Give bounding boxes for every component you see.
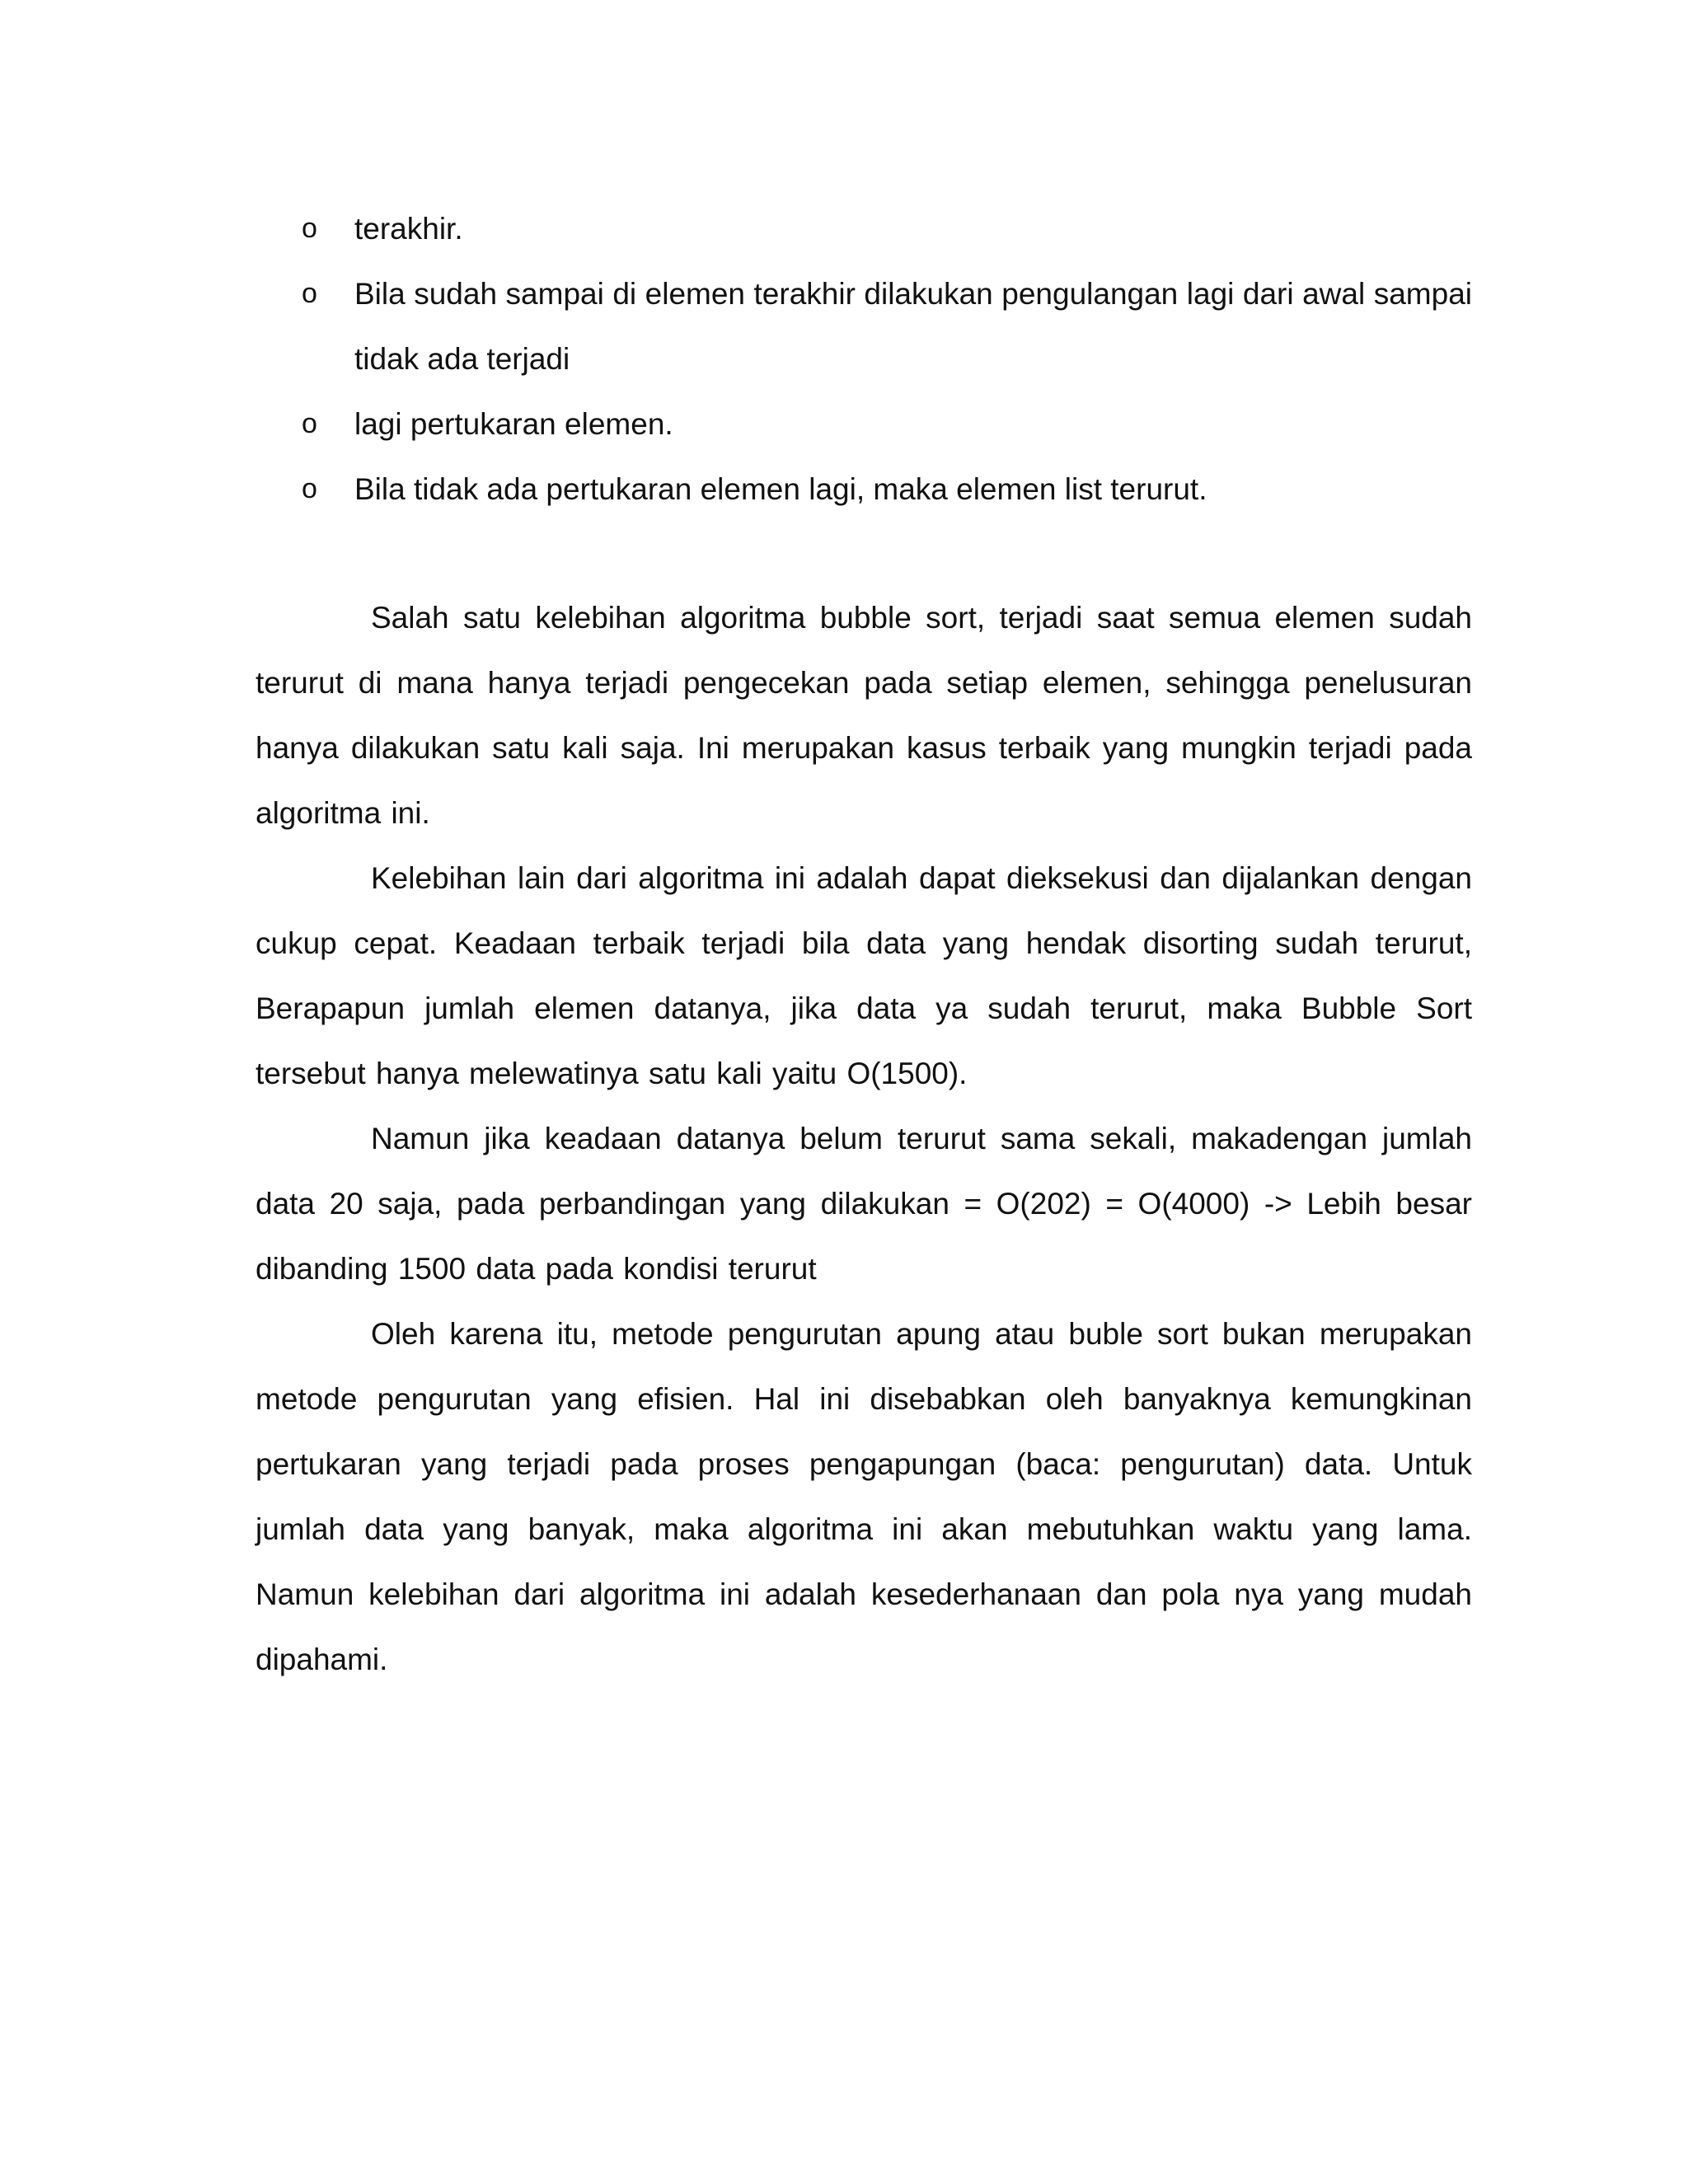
list-item — [256, 391, 1472, 457]
bullet-marker-icon: o — [302, 278, 317, 309]
list-item-text: terakhir. — [354, 212, 463, 246]
paragraph-best-case: Salah satu kelebihan algoritma bubble sort, terjadi saat semua elemen sudah terurut di mana hanya terjadi pengecekan pada setiap elemen, sehingga penelusuran hanya dilakukan satu kali saja. Ini merupakan kasus terbaik yang mungkin terjadi pada algoritma ini. — [256, 601, 1472, 830]
paragraph-speed: Kelebihan lain dari algoritma ini adalah dapat dieksekusi dan dijalankan dengan cukup cepat. Keadaan terbaik terjadi bila data yang hendak disorting sudah terurut, Berapapun jumlah elemen datanya, jika data ya sudah terurut, maka Bubble Sort tersebut hanya melewatinya satu kali yaitu O(1500). — [256, 861, 1472, 1090]
paragraph-conclusion: Oleh karena itu, metode pengurutan apung atau buble sort bukan merupakan metode pengurutan yang efisien. Hal ini disebabkan oleh banyaknya kemungkinan pertukaran yang terjadi pada proses pengapungan (baca: pengurutan) data. Untuk jumlah data yang banyak, maka algoritma ini akan mebutuhkan waktu yang lama. Namun kelebihan dari algoritma ini adalah kesederhanaan dan pola nya yang mudah dipahami. — [256, 1317, 1472, 1676]
paragraph-worst-case: Namun jika keadaan datanya belum terurut sama sekali, makadengan jumlah data 20 saja, pada perbandingan yang dilakukan = O(202) = O(4000) -> Lebih besar dibanding 1500 data pada kondisi terurut — [256, 1122, 1472, 1286]
list-item-text: lagi pertukaran elemen. — [354, 407, 673, 441]
bullet-marker-icon: o — [302, 213, 317, 244]
list-item — [256, 261, 1472, 391]
list-item-text: Bila tidak ada pertukaran elemen lagi, maka elemen list terurut. — [354, 472, 1207, 506]
list-item-text: Bila sudah sampai di elemen terakhir dilakukan pengulangan lagi dari awal sampai tidak ada terjadi — [354, 277, 1472, 376]
list-item — [256, 457, 1472, 522]
list-item — [256, 196, 1472, 261]
bullet-marker-icon: o — [302, 473, 317, 504]
body-text — [256, 585, 1472, 1692]
bullet-marker-icon: o — [302, 408, 317, 439]
bullet-list — [256, 196, 1472, 522]
page-content — [256, 196, 1472, 1692]
